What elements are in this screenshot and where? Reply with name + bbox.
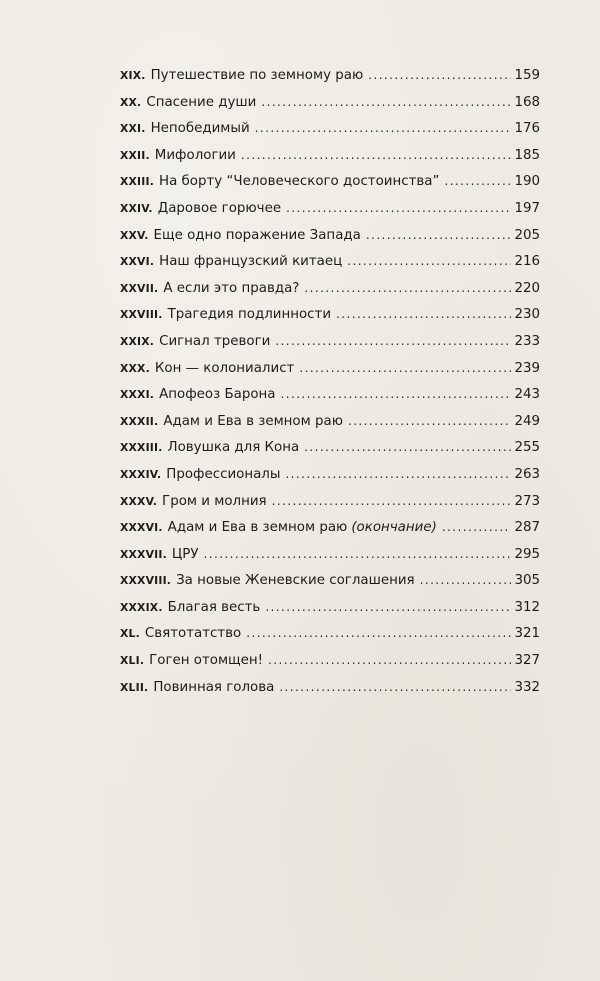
chapter-title: Святотатство xyxy=(144,626,242,642)
dot-leader xyxy=(444,174,511,188)
dot-leader xyxy=(420,573,512,587)
dot-leader xyxy=(241,148,512,162)
dot-leader xyxy=(286,201,511,215)
page-number: 255 xyxy=(514,440,540,456)
toc-entry xyxy=(120,653,540,680)
chapter-number: XXXIII. xyxy=(120,441,163,455)
dot-leader xyxy=(336,307,511,321)
dot-leader xyxy=(299,361,511,375)
page-number: 263 xyxy=(514,466,540,482)
toc-entry xyxy=(120,467,540,494)
dot-leader xyxy=(281,387,512,401)
page-number: 233 xyxy=(514,333,540,349)
chapter-title-note: (окончание) xyxy=(351,520,437,536)
page-number: 168 xyxy=(514,94,540,110)
chapter-title: Сигнал тревоги xyxy=(159,333,271,349)
page-number: 230 xyxy=(514,307,540,323)
toc-entry xyxy=(120,387,540,414)
chapter-number: XXIII. xyxy=(120,175,155,189)
chapter-title: Адам и Ева в земном раю xyxy=(167,520,348,536)
page-number: 190 xyxy=(514,174,540,190)
chapter-title: Наш французский китаец xyxy=(159,254,343,270)
toc-entry xyxy=(120,254,540,281)
chapter-title: Гром и молния xyxy=(162,493,267,509)
chapter-number: XXXVII. xyxy=(120,547,167,561)
toc-entry xyxy=(120,307,540,334)
chapter-title: Апофеоз Барона xyxy=(159,387,276,403)
toc-entry xyxy=(120,281,540,308)
chapter-number: XXXVI. xyxy=(120,521,163,535)
toc-entry xyxy=(120,201,540,228)
dot-leader xyxy=(368,68,511,82)
toc-entry xyxy=(120,600,540,627)
chapter-number: XXI. xyxy=(120,122,146,136)
toc-entry xyxy=(120,174,540,201)
chapter-title: Повинная голова xyxy=(153,679,275,695)
chapter-number: XX. xyxy=(120,95,142,109)
page-number: 216 xyxy=(514,254,540,270)
dot-leader xyxy=(285,467,511,481)
dot-leader xyxy=(204,547,512,561)
page-number: 176 xyxy=(514,121,540,137)
chapter-title: Кон — колониалист xyxy=(154,360,295,376)
chapter-title: Благая весть xyxy=(167,599,261,615)
toc-entry xyxy=(120,228,540,255)
page-number: 249 xyxy=(514,413,540,429)
chapter-title: Еще одно поражение Запада xyxy=(153,227,361,243)
page-number: 321 xyxy=(514,626,540,642)
chapter-title: Непобедимый xyxy=(150,121,250,137)
chapter-title: Спасение души xyxy=(146,94,257,110)
chapter-number: XXV. xyxy=(120,228,149,242)
toc-entry xyxy=(120,573,540,600)
dot-leader xyxy=(304,281,511,295)
toc-entry xyxy=(120,547,540,574)
dot-leader xyxy=(272,494,512,508)
page-number: 273 xyxy=(514,493,540,509)
dot-leader xyxy=(275,334,511,348)
chapter-number: XXXI. xyxy=(120,388,155,402)
page-number: 327 xyxy=(514,653,540,669)
chapter-number: XXVI. xyxy=(120,255,155,269)
toc-entry xyxy=(120,121,540,148)
toc-entry xyxy=(120,626,540,653)
chapter-number: XXIX. xyxy=(120,334,155,348)
dot-leader xyxy=(347,254,511,268)
chapter-number: XXIV. xyxy=(120,201,153,215)
chapter-title: Путешествие по земному раю xyxy=(150,68,364,83)
dot-leader xyxy=(442,520,512,534)
page-number: 287 xyxy=(514,520,540,536)
chapter-title: За новые Женевские соглашения xyxy=(176,573,415,589)
chapter-number: XXXIV. xyxy=(120,467,162,481)
page-number: 205 xyxy=(514,227,540,243)
toc-entry xyxy=(120,520,540,547)
chapter-number: XLII. xyxy=(120,680,149,694)
page-number: 312 xyxy=(514,599,540,615)
chapter-number: XXX. xyxy=(120,361,150,375)
chapter-title: ЦРУ xyxy=(171,546,199,562)
page-number: 332 xyxy=(514,679,540,695)
chapter-number: XXVII. xyxy=(120,281,159,295)
chapter-number: XXVIII. xyxy=(120,308,163,322)
chapter-title: Адам и Ева в земном раю xyxy=(163,413,343,429)
toc-entry xyxy=(120,148,540,175)
dot-leader xyxy=(265,600,511,614)
dot-leader xyxy=(246,626,511,640)
page-number: 295 xyxy=(514,546,540,562)
chapter-title: А если это правда? xyxy=(163,280,300,296)
chapter-title: Ловушка для Кона xyxy=(167,440,300,456)
chapter-title: Профессионалы xyxy=(166,466,281,482)
page-number: 243 xyxy=(514,387,540,403)
dot-leader xyxy=(279,680,511,694)
chapter-number: XXXIX. xyxy=(120,600,163,614)
dot-leader xyxy=(366,228,512,242)
toc-entry xyxy=(120,440,540,467)
page-number: 185 xyxy=(514,147,540,163)
chapter-title: Гоген отомщен! xyxy=(149,653,264,669)
page-number: 305 xyxy=(514,573,540,589)
toc-entry xyxy=(120,680,540,707)
page-number: 159 xyxy=(514,68,540,83)
chapter-title: На борту “Человеческого достоинства” xyxy=(159,174,440,190)
table-of-contents xyxy=(120,68,540,706)
chapter-number: XXXVIII. xyxy=(120,574,172,588)
toc-entry xyxy=(120,334,540,361)
chapter-number: XL. xyxy=(120,627,140,641)
chapter-title: Трагедия подлинности xyxy=(167,307,332,323)
page-number: 239 xyxy=(514,360,540,376)
chapter-title: Мифологии xyxy=(154,147,236,163)
toc-entry xyxy=(120,95,540,122)
dot-leader xyxy=(255,121,512,135)
chapter-number: XXXV. xyxy=(120,494,158,508)
toc-entry xyxy=(120,68,540,95)
chapter-number: XXXII. xyxy=(120,414,159,428)
dot-leader xyxy=(304,440,511,454)
chapter-number: XLI. xyxy=(120,654,145,668)
page-number: 220 xyxy=(514,280,540,296)
page-number: 197 xyxy=(514,200,540,216)
chapter-number: XXII. xyxy=(120,148,150,162)
chapter-title: Даровое горючее xyxy=(157,200,282,216)
dot-leader xyxy=(268,653,511,667)
toc-entry xyxy=(120,361,540,388)
toc-entry xyxy=(120,494,540,521)
chapter-number: XIX. xyxy=(120,69,146,82)
dot-leader xyxy=(261,95,511,109)
toc-entry xyxy=(120,414,540,441)
dot-leader xyxy=(348,414,511,428)
